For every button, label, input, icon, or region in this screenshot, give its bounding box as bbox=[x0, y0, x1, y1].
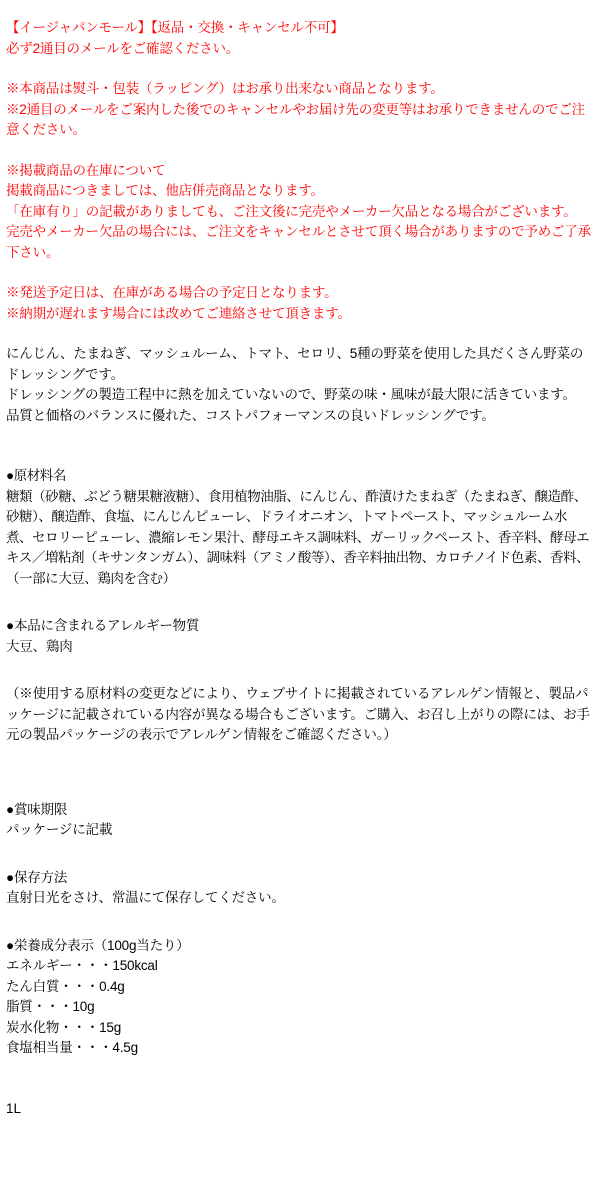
storage-block bbox=[6, 868, 592, 909]
stock-notice-heading: ※掲載商品の在庫について bbox=[6, 162, 166, 178]
stock-notice-line-4: 完売やメーカー欠品の場合には、ご注文をキャンセルとさせて頂く場合がありますので予めご了承下さい。 bbox=[6, 224, 591, 260]
best-before-body: パッケージに記載 bbox=[6, 822, 113, 837]
description-line-1: にんじん、たまねぎ、マッシュルーム、トマト、セロリ、5種の野菜を使用した具だくさん野菜のドレッシングです。 bbox=[6, 346, 584, 382]
spacer bbox=[6, 841, 592, 868]
spacer bbox=[6, 589, 592, 616]
spacer bbox=[6, 324, 592, 344]
nutrition-block bbox=[6, 936, 592, 1059]
ingredients-block bbox=[6, 466, 592, 589]
product-description-block bbox=[6, 344, 592, 426]
spacer bbox=[6, 746, 592, 800]
ingredients-body: 糖類（砂糖、ぶどう糖果糖液糖）、食用植物油脂、にんじん、酢漬けたまねぎ（たまねぎ、醸造酢、砂糖）、醸造酢、食塩、にんじんピューレ、ドライオニオン、トマトペースト、マッシュルーム水煮、セロリーピューレ、濃縮レモン果汁、酵母エキス調味料、ガーリックペースト、香辛料、酵母エキス／増粘剤（キサンタンガム）、調味料（アミノ酸等）、香辛料抽出物、カロチノイド色素、香料、（一部に大豆、鶏肉を含む） bbox=[6, 488, 590, 586]
volume-label: 1L bbox=[6, 1100, 22, 1116]
shipping-notice-line-2: ※納期が遅れます場合には改めてご連絡させて頂きます。 bbox=[6, 305, 351, 321]
nutrition-row-energy: エネルギー・・・150kcal bbox=[6, 958, 158, 973]
spacer bbox=[6, 59, 592, 79]
allergy-note-block bbox=[6, 684, 592, 746]
shipping-notice-line-1: ※発送予定日は、在庫がある場合の予定日となります。 bbox=[6, 285, 338, 300]
spacer bbox=[6, 657, 592, 684]
allergy-body: 大豆、鶏肉 bbox=[6, 638, 73, 654]
allergy-note: （※使用する原材料の変更などにより、ウェブサイトに掲載されているアレルゲン情報と、製品パッケージに記載されている内容が異なる場合もございます。ご購入、お召し上がりの際には、お手元の製品パッケージの表示でアレルゲン情報をご確認ください。） bbox=[6, 686, 590, 742]
description-line-2: ドレッシングの製造工程中に熱を加えていないので、野菜の味・風味が最大限に活きています。 bbox=[6, 387, 576, 402]
spacer bbox=[6, 909, 592, 936]
storage-heading: ●保存方法 bbox=[6, 869, 68, 885]
storage-body: 直射日光をさけ、常温にて保存してください。 bbox=[6, 890, 285, 905]
best-before-heading: ●賞味期限 bbox=[6, 801, 68, 817]
nutrition-heading: ●栄養成分表示（100g当たり） bbox=[6, 937, 190, 953]
spacer bbox=[6, 141, 592, 161]
stock-notice-line-3: 「在庫有り」の記載がありましても、ご注文後に完売やメーカー欠品となる場合がございます。 bbox=[6, 203, 577, 219]
best-before-block bbox=[6, 800, 592, 841]
nutrition-row-carbohydrate: 炭水化物・・・15g bbox=[6, 1019, 122, 1035]
wrapping-notice-line-2: ※2通目のメールをご案内した後でのキャンセルやお届け先の変更等はお承りできませんのでご注意ください。 bbox=[6, 101, 585, 137]
shop-notice-line-2: 必ず2通目のメールをご確認ください。 bbox=[6, 40, 240, 56]
wrapping-notice-line-1: ※本商品は熨斗・包装（ラッピング）はお承り出来ない商品となります。 bbox=[6, 81, 444, 96]
spacer bbox=[6, 426, 592, 466]
nutrition-row-fat: 脂質・・・10g bbox=[6, 999, 95, 1014]
ingredients-heading: ●原材料名 bbox=[6, 468, 66, 483]
spacer bbox=[6, 263, 592, 283]
description-line-3: 品質と価格のバランスに優れた、コストパフォーマンスの良いドレッシングです。 bbox=[6, 407, 495, 423]
nutrition-row-salt: 食塩相当量・・・4.5g bbox=[6, 1040, 138, 1055]
stock-notice-block bbox=[6, 161, 592, 264]
shop-notice-line-1: 【イージャパンモール】【返品・交換・キャンセル不可】 bbox=[6, 20, 344, 35]
spacer bbox=[6, 1059, 592, 1099]
nutrition-row-protein: たん白質・・・0.4g bbox=[6, 978, 125, 994]
allergy-heading: ●本品に含まれるアレルギー物質 bbox=[6, 618, 200, 633]
shipping-notice-block bbox=[6, 283, 592, 324]
shop-notice-block bbox=[6, 18, 592, 59]
stock-notice-line-2: 掲載商品につきましては、他店併売商品となります。 bbox=[6, 183, 324, 198]
allergy-block bbox=[6, 616, 592, 657]
footer-block bbox=[6, 1099, 592, 1119]
wrapping-notice-block bbox=[6, 79, 592, 141]
